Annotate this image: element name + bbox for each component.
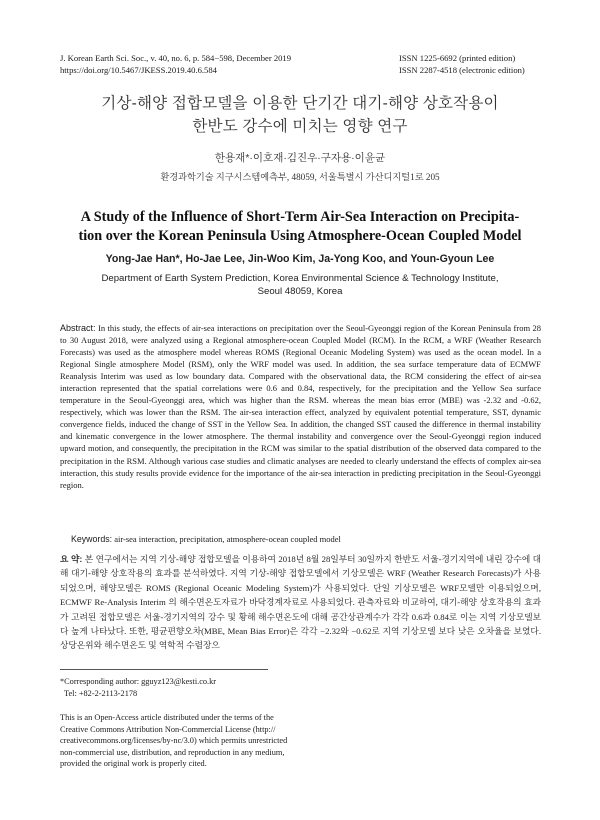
open-access-notice <box>60 712 300 770</box>
journal-citation: J. Korean Earth Sci. Soc., v. 40, no. 6, p. 584−598, December 2019 <box>60 53 292 63</box>
korean-abstract <box>60 552 541 653</box>
english-affiliation-line2: Seoul 48059, Korea <box>257 286 343 297</box>
abstract-label: Abstract: <box>60 323 96 333</box>
korean-authors: 한용재*·이호재·김진우·구자용·이윤균 <box>214 152 386 164</box>
corresponding-tel: Tel: +82-2-2113-2178 <box>64 688 138 698</box>
korean-title <box>0 92 600 138</box>
abstract <box>60 322 541 491</box>
footnote-divider <box>60 669 268 670</box>
english-title-line1: A Study of the Influence of Short-Term Air-Sea Interaction on Precipita- <box>80 209 520 225</box>
korean-title-line1: 기상-해양 접합모델을 이용한 단기간 대기-해양 상호작용이 <box>101 95 499 112</box>
abstract-text: In this study, the effects of air-sea interactions on precipitation over the Seoul-Gyeonggi region of the Korean Peninsula from 28 to 30 August 2018, were analyzed using a Regional atmosphere-ocean Coupled Model (RCM). In the RCM, a WRF (Weather Research Forecasts) was used as the atmosphere model whereas ROMS (Regional Oceanic Modeling System) was used as the ocean model. In a Regional Single atmosphere Model (RSM), only the WRF model was used. In addition, the sea surface temperature data of ECMWF Reanalysis Interim was used as low boundary data. Compared with the observational data, the RCM considering the effect of air-sea interaction represented that the spatial correlations were 0.6 and 0.84, respectively, for the precipitation and the Yellow Sea surface temperature in the Seoul-Gyeonggi area, which was higher than the RSM. whereas the mean bias error (MBE) was -2.32 and -0.62, respectively, which was lower than the RSM. The air-sea interaction effect, analyzed by equivalent potential temperature, SST, dynamic convergence fields, induced the change of SST in the Yellow Sea. In addition, the changed SST caused the difference in thermal instability and kinematic convergence in the lower atmosphere. The thermal instability and convergence over the Seoul-Gyeonggi region induced upward motion, and consequently, the precipitation in the RCM was similar to the spatial distribution of the observed data compared to the precipitation in the RSM. Although various case studies and climatic analyses are needed to clearly understand the effects of complex air-sea interaction, this study results provide evidence for the importance of the air-sea interaction in predicting precipitation in the Seoul-Gyeonggi region. <box>60 323 542 490</box>
open-access-line: Creative Commons Attribution Non-Commercial License (http:// <box>60 724 276 734</box>
english-title <box>60 208 540 246</box>
korean-abstract-label: 요 약: <box>60 554 83 564</box>
journal-header <box>60 52 291 76</box>
open-access-line: non-commercial use, distribution, and reproduction in any medium, <box>60 747 285 757</box>
open-access-line: provided the original work is properly cited. <box>60 759 207 769</box>
open-access-line: This is an Open-Access article distributed under the terms of the <box>60 713 274 722</box>
keywords-text: air-sea interaction, precipitation, atmosphere-ocean coupled model <box>114 534 341 544</box>
keywords-label: Keywords: <box>71 534 113 544</box>
issn-print: ISSN 1225-6692 (printed edition) <box>399 53 516 63</box>
korean-title-line2: 한반도 강수에 미치는 영향 연구 <box>192 118 408 135</box>
corresponding-author-note <box>60 676 216 699</box>
corresponding-email: *Corresponding author: gguyz123@kesti.co.kr <box>60 677 217 686</box>
korean-abstract-text: 본 연구에서는 지역 기상-해양 접합모델을 이용하여 2018년 8월 28일부터 30일까지 한반도 서울-경기지역에 내린 강수에 대해 대기-해양 상호작용의 효과를 분석하였다. 지역 기상-해양 접합모델에서 기상모델은 WRF (Weather Research Forecasts)가 사용되었으며, 해양모델은 ROMS (Regional Oceanic Modeling System)가 사용되었다. 단일 기상모델은 WRF모델만 이용되었으며, ECMWF Re-Analysis Interim 의 해수면온도자료가 바닥경계자료로 사용되었다. 관측자료와 비교하여, 대기-해양 상호작용의 효과가 고려된 접합모델은 서울-경기지역의 강수 및 황해 해수면온도에 대해 공간상관계수가 각각 0.6과 0.84로 이는 지역 기상모델보다 높게 나타났다. 또한, 평균편향오차(MBE, Mean Bias Error)은 각각 −2.32와 −0.62로 지역 기상모델 보다 낮은 오차율을 보였다. 상당온위와 해수면온도 및 역학적 수렴장으 <box>60 554 542 651</box>
open-access-line: creativecommons.org/licenses/by-nc/3.0) which permits unrestricted <box>60 736 288 746</box>
doi-link[interactable]: https://doi.org/10.5467/JKESS.2019.40.6.584 <box>60 65 217 75</box>
issn-electronic: ISSN 2287-4518 (electronic edition) <box>399 65 525 75</box>
issn-block <box>399 52 525 76</box>
english-authors: Yong-Jae Han*, Ho-Jae Lee, Jin-Woo Kim, Ja-Yong Koo, and Youn-Gyoun Lee <box>105 253 495 265</box>
english-title-line2: tion over the Korean Peninsula Using Atmosphere-Ocean Coupled Model <box>78 228 522 244</box>
english-affiliation-line1: Department of Earth System Prediction, Korea Environmental Science & Technology Institute, <box>101 273 499 284</box>
keywords <box>71 533 541 545</box>
korean-affiliation: 환경과학기술 지구시스템예측부, 48059, 서울특별시 가산디지털1로 205 <box>160 172 440 182</box>
english-affiliation <box>80 272 520 298</box>
